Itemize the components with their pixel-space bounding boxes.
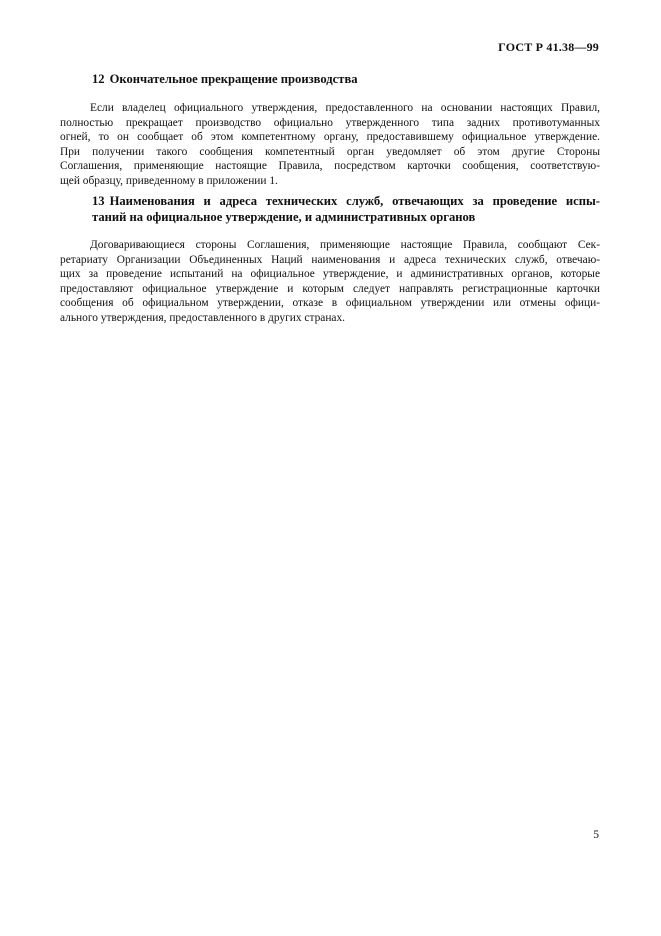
section-title-line-1 [92,193,600,209]
section-number: 13 [92,194,105,208]
paragraph-line: ретариату Организации Объединенных Наций наименования и адреса технических служб, отвечаю- [60,253,600,266]
section-13 [60,193,600,326]
section-paragraph [60,101,600,189]
section-heading [60,71,600,87]
paragraph-line: щей образцу, приведенному в приложении 1. [60,174,278,187]
section-title-line: Окончательное прекращение производства [109,72,358,86]
paragraph-line: Соглашения, применяющие настоящие Правила, посредством карточки сообщения, соответствую- [60,160,600,173]
section-number: 12 [92,72,105,86]
paragraph-line: сообщения об официальном утверждении, отказе в официальном утверждении или отмены офици- [60,297,600,310]
page-number: 5 [593,829,599,841]
paragraph-line: При получении такого сообщения компетентный орган уведомляет об этом другие Стороны [60,145,600,158]
section-title-text: Наименования и адреса технических служб, отвечающих за проведение испы- [109,194,600,208]
section-12 [60,71,600,189]
paragraph-line: Договаривающиеся стороны Соглашения, применяющие настоящие Правила, сообщают Сек- [90,239,600,251]
section-heading [60,193,600,225]
paragraph-line: полностью прекращает производство официально утвержденного типа задних противотуманных [60,116,600,129]
paragraph-line: огней, то он сообщает об этом компетентному органу, предоставившему официальное утверждение. [60,131,600,144]
section-title-line-2: таний на официальное утверждение, и административных органов [92,210,476,224]
paragraph-line: ального утверждения, предоставленного в других странах. [60,311,346,324]
paragraph-line: предоставляют официальное утверждение и которым следует направлять регистрационные карточки [60,282,600,295]
document-code: ГОСТ Р 41.38—99 [498,40,599,54]
paragraph-line: щих за проведение испытаний на официальное утверждение, и административных органов, которые [60,268,600,281]
section-paragraph [60,238,600,326]
paragraph-line: Если владелец официального утверждения, предоставленного на основании настоящих Правил, [90,102,600,114]
